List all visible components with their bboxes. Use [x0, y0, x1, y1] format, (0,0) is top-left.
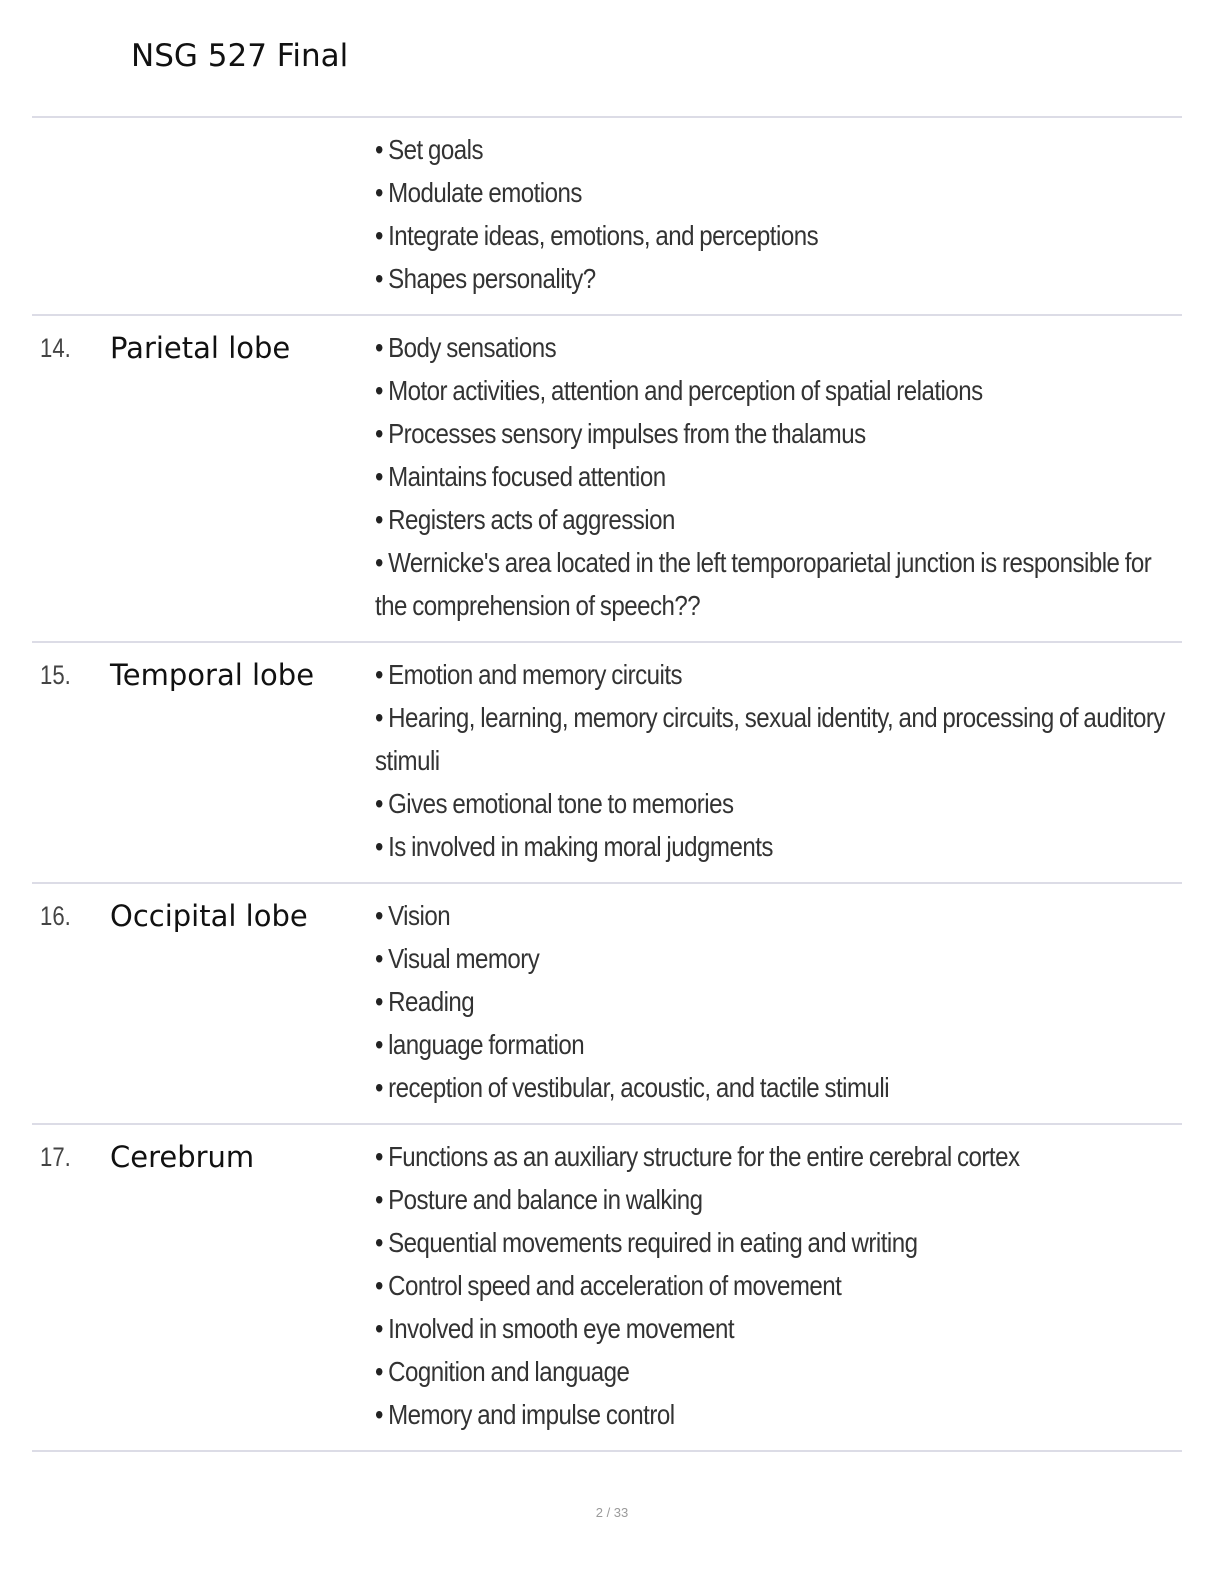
list-item: • Body sensations — [375, 332, 557, 363]
list-item: • Emotion and memory circuits — [375, 659, 683, 690]
row-term: Occipital lobe — [110, 899, 308, 933]
table-row — [32, 116, 1182, 314]
bullet-icon: • — [375, 986, 383, 1017]
list-item: • Vision — [375, 900, 451, 931]
list-item: • Maintains focused attention — [375, 461, 666, 492]
bullet-icon: • — [375, 332, 383, 363]
row-number: 14. — [40, 333, 71, 363]
list-item: • Shapes personality? — [375, 263, 596, 294]
term-table — [32, 116, 1182, 1452]
list-item: • reception of vestibular, acoustic, and tactile stimuli — [375, 1072, 890, 1103]
list-item: • Functions as an auxiliary structure for the entire cerebral cortex — [375, 1141, 1020, 1172]
bullet-icon: • — [375, 461, 383, 492]
bullet-icon: • — [375, 1399, 383, 1430]
list-item: • Posture and balance in walking — [375, 1184, 703, 1215]
definition-list — [375, 128, 1175, 300]
bullet-icon: • — [375, 1313, 383, 1344]
bullet-icon: • — [375, 1356, 383, 1387]
bullet-icon: • — [375, 220, 383, 251]
list-item: • Control speed and acceleration of movement — [375, 1270, 842, 1301]
list-item: • Processes sensory impulses from the thalamus — [375, 418, 866, 449]
table-row — [32, 882, 1182, 1123]
list-item: • Involved in smooth eye movement — [375, 1313, 735, 1344]
row-number: 16. — [40, 901, 71, 931]
bullet-icon: • — [375, 134, 383, 165]
bullet-icon: • — [375, 1227, 383, 1258]
list-item: • Sequential movements required in eating and writing — [375, 1227, 918, 1258]
bullet-icon: • — [375, 375, 383, 406]
list-item: • Visual memory — [375, 943, 540, 974]
bullet-icon: • — [375, 177, 383, 208]
bullet-icon: • — [375, 504, 383, 535]
bullet-icon: • — [375, 263, 383, 294]
table-row — [32, 641, 1182, 882]
list-item: • Set goals — [375, 134, 483, 165]
row-number: 15. — [40, 660, 71, 690]
bullet-icon: • — [375, 831, 383, 862]
bullet-icon: • — [375, 702, 383, 733]
list-item: • Gives emotional tone to memories — [375, 788, 734, 819]
bullet-icon: • — [375, 1029, 383, 1060]
list-item: • Cognition and language — [375, 1356, 630, 1387]
list-item: • Registers acts of aggression — [375, 504, 675, 535]
bullet-icon: • — [375, 1184, 383, 1215]
definition-list — [375, 1135, 1175, 1436]
row-term: Temporal lobe — [110, 658, 315, 692]
row-term: Parietal lobe — [110, 331, 291, 365]
definition-list — [375, 653, 1175, 868]
table-row — [32, 314, 1182, 641]
document-title: NSG 527 Final — [131, 38, 349, 74]
bullet-icon: • — [375, 547, 383, 578]
bullet-icon: • — [375, 788, 383, 819]
bullet-icon: • — [375, 1141, 383, 1172]
bullet-icon: • — [375, 900, 383, 931]
row-number: 17. — [40, 1142, 71, 1172]
list-item: • Memory and impulse control — [375, 1399, 675, 1430]
list-item: • language formation — [375, 1029, 585, 1060]
list-item: • Is involved in making moral judgments — [375, 831, 773, 862]
definition-list — [375, 326, 1175, 627]
row-term: Cerebrum — [110, 1140, 255, 1174]
list-item: • Modulate emotions — [375, 177, 582, 208]
list-item: • Reading — [375, 986, 475, 1017]
list-item: • Hearing, learning, memory circuits, sexual identity, and processing of auditory stimuli — [375, 702, 1165, 776]
bullet-icon: • — [375, 1270, 383, 1301]
list-item: • Wernicke's area located in the left temporoparietal junction is responsible for the comprehension of speech?? — [375, 547, 1152, 621]
list-item: • Motor activities, attention and perception of spatial relations — [375, 375, 983, 406]
bullet-icon: • — [375, 943, 383, 974]
page-number: 2 / 33 — [595, 1505, 629, 1520]
table-row — [32, 1123, 1182, 1452]
bullet-icon: • — [375, 659, 383, 690]
bullet-icon: • — [375, 1072, 383, 1103]
bullet-icon: • — [375, 418, 383, 449]
list-item: • Integrate ideas, emotions, and perceptions — [375, 220, 819, 251]
definition-list — [375, 894, 1175, 1109]
